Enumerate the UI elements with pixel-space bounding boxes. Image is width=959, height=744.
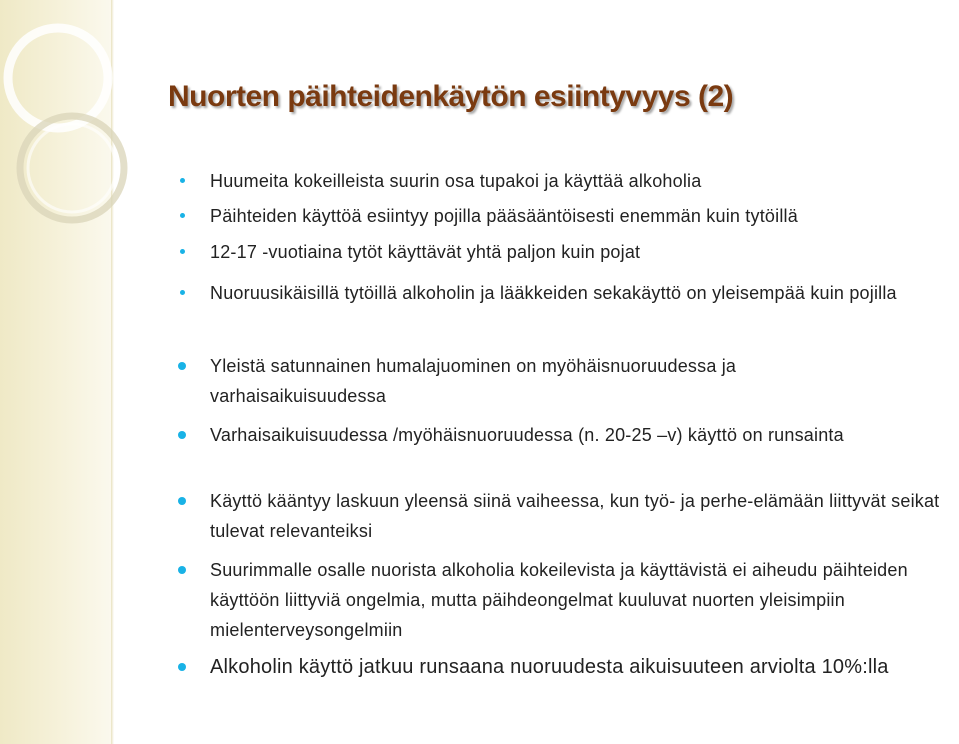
bullet-dot-icon [178,497,186,505]
bullet-text: Alkoholin käyttö jatkuu runsaana nuoruudesta aikuisuuteen arviolta 10%:lla [210,656,889,678]
bullet-text: Yleistä satunnainen humalajuominen on myöhäisnuoruudessa ja varhaisaikuisuudessa [210,356,737,406]
bullet-item [210,420,890,450]
bullet-item [210,351,890,411]
bullet-text: Varhaisaikuisuudessa /myöhäisnuoruudessa (n. 20-25 –v) käyttö on runsainta [210,425,844,445]
bullet-dot-icon [178,663,186,671]
bullet-dot-icon [180,290,185,295]
slide-title: Nuorten päihteidenkäytön esiintyvyys (2) [168,80,734,113]
bullet-item [210,166,955,196]
bullet-dot-icon [178,566,186,574]
bullet-text: Nuoruusikäisillä tytöillä alkoholin ja lääkkeiden sekakäyttö on yleisempää kuin pojilla [210,283,897,303]
bullet-dot-icon [180,213,185,218]
bullet-dot-icon [180,178,185,183]
bullet-item [210,201,955,231]
bullet-text: 12-17 -vuotiaina tytöt käyttävät yhtä paljon kuin pojat [210,242,641,262]
bullet-text: Huumeita kokeilleista suurin osa tupakoi ja käyttää alkoholia [210,171,702,191]
bullet-text: Päihteiden käyttöä esiintyy pojilla pääsääntöisesti enemmän kuin tytöillä [210,206,798,226]
bullet-item [210,652,959,682]
bullet-dot-icon [180,249,185,254]
bullet-item [210,278,945,308]
bullet-item [210,237,955,267]
bullet-dot-icon [178,362,186,370]
bullet-item [210,555,955,645]
bullet-text: Käyttö kääntyy laskuun yleensä siinä vaiheessa, kun työ- ja perhe-elämään liittyvät seikat tulevat relevanteiksi [210,491,940,541]
bullet-dot-icon [178,431,186,439]
bullet-text: Suurimmalle osalle nuorista alkoholia kokeilevista ja käyttävistä ei aiheudu päihteiden käyttöön liittyviä ongelmia, mutta päihdeongelmat kuuluvat nuorten yleisimpiin mielenterveysongelmiin [210,560,908,640]
bullet-item [210,486,955,546]
